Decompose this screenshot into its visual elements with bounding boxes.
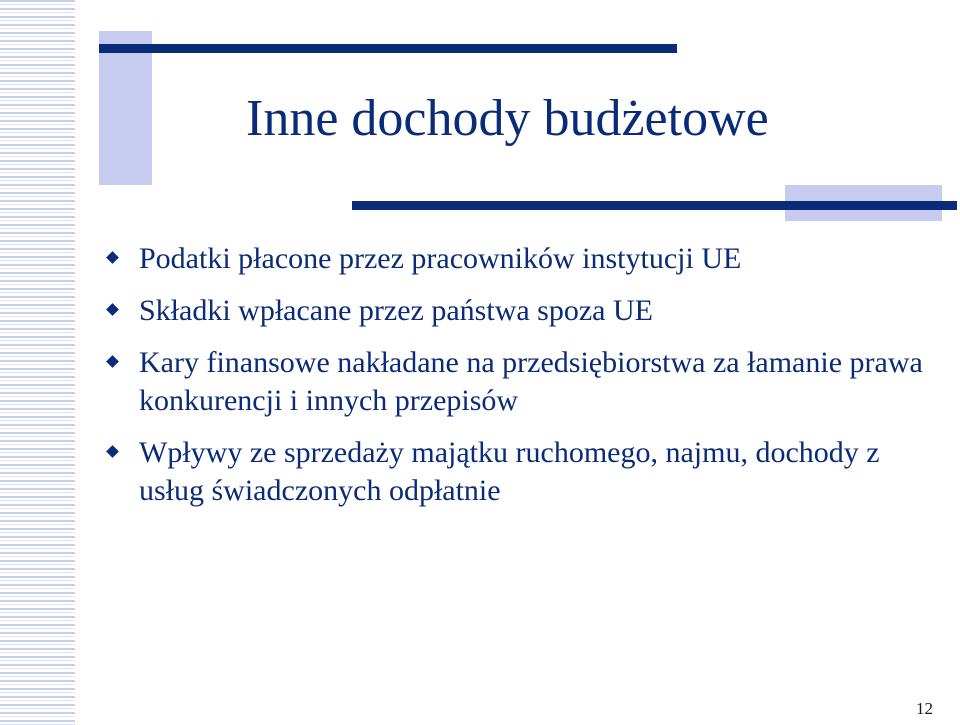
decorative-square-top-left bbox=[99, 31, 152, 185]
bullet-text: Składki wpłacane przez państwa spoza UE bbox=[139, 294, 653, 327]
bullet-item bbox=[100, 344, 940, 420]
diamond-bullet-icon bbox=[106, 303, 119, 316]
decorative-bar-top bbox=[99, 44, 677, 53]
decorative-bar-under-title bbox=[352, 201, 957, 210]
bullet-item bbox=[100, 240, 940, 278]
diamond-bullet-icon bbox=[106, 445, 119, 458]
bullet-text: Kary finansowe nakładane na przedsiębiorstwa za łamanie prawa konkurencji i innych przepisów bbox=[139, 346, 923, 417]
bullet-item bbox=[100, 434, 940, 510]
slide-title: Inne dochody budżetowe bbox=[246, 90, 769, 147]
diamond-bullet-icon bbox=[106, 355, 119, 368]
bullet-text: Podatki płacone przez pracowników instytucji UE bbox=[139, 242, 742, 275]
diamond-bullet-icon bbox=[106, 251, 119, 264]
slide-number: 12 bbox=[916, 699, 933, 718]
bullet-text: Wpływy ze sprzedaży majątku ruchomego, najmu, dochody z usług świadczonych odpłatnie bbox=[139, 436, 880, 507]
left-stripe-decoration bbox=[0, 0, 75, 725]
bullet-list bbox=[100, 240, 940, 524]
bullet-item bbox=[100, 292, 940, 330]
